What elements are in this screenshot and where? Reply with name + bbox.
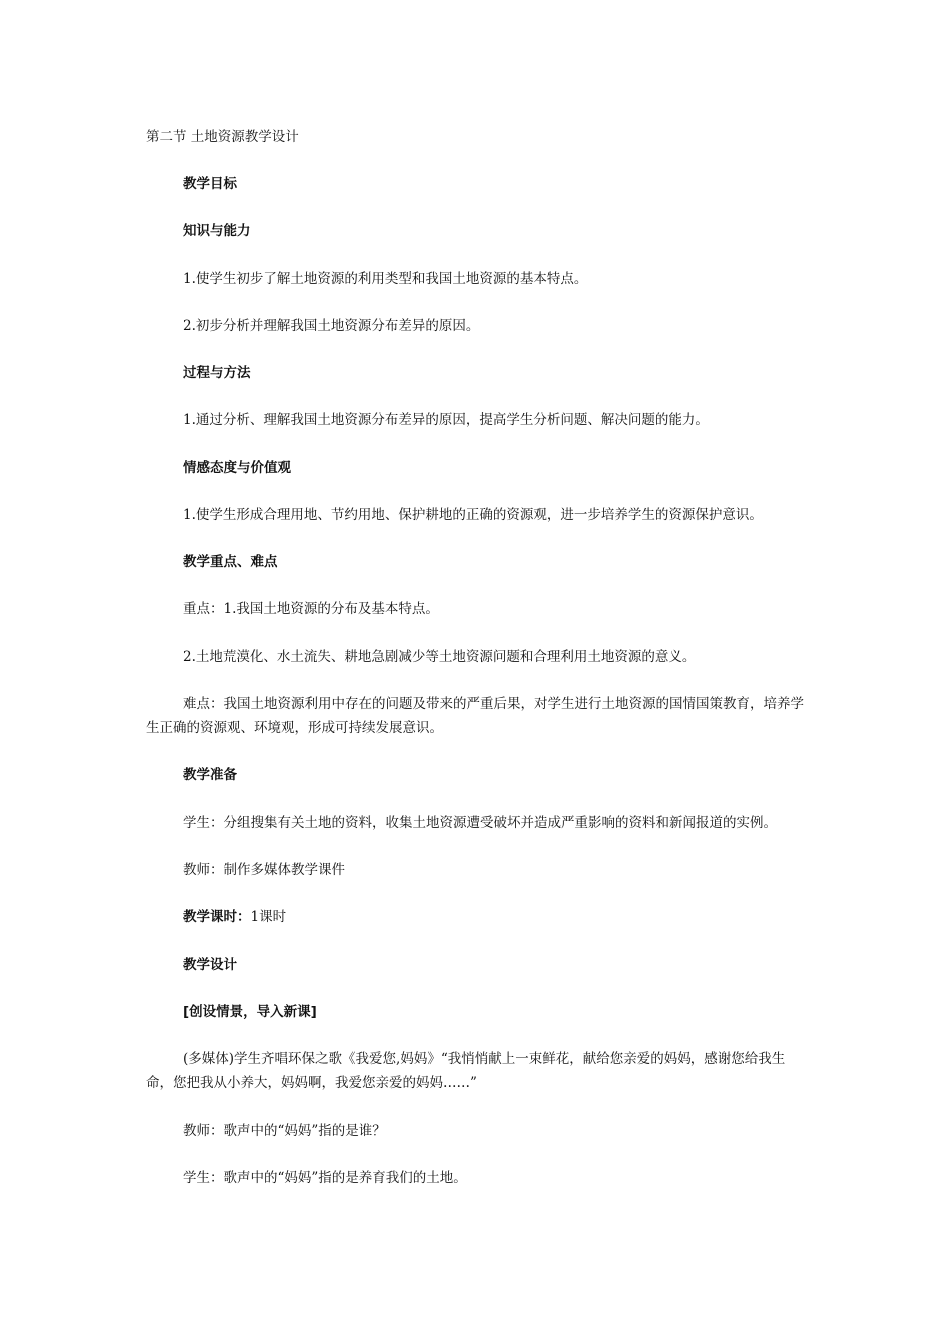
heading-intro-section: [创设情景，导入新课] <box>183 1004 317 1020</box>
teaching-hours <box>183 905 816 929</box>
dialog-teacher: 教师：歌声中的“妈妈”指的是谁？ <box>183 1123 386 1139</box>
dialog-student: 学生：歌声中的“妈妈”指的是养育我们的土地。 <box>183 1170 467 1186</box>
heading-teaching-preparation: 教学准备 <box>183 767 237 783</box>
key-point-1: 重点：1.我国土地资源的分布及基本特点。 <box>183 601 439 617</box>
heading-key-difficult-points: 教学重点、难点 <box>183 554 278 570</box>
heading-teaching-design: 教学设计 <box>183 957 237 973</box>
teaching-hours-label: 教学课时： <box>183 909 251 925</box>
preparation-student: 学生：分组搜集有关土地的资料，收集土地资源遭受破坏并造成严重影响的资料和新闻报道的实例。 <box>183 815 777 831</box>
process-item-1: 1.通过分析、理解我国土地资源分布差异的原因，提高学生分析问题、解决问题的能力。 <box>183 412 709 428</box>
teaching-hours-value: 1课时 <box>250 909 287 925</box>
knowledge-item-2: 2.初步分析并理解我国土地资源分布差异的原因。 <box>183 318 480 334</box>
heading-teaching-objectives: 教学目标 <box>183 176 237 192</box>
heading-knowledge-ability: 知识与能力 <box>183 223 251 239</box>
heading-emotion-values: 情感态度与价值观 <box>183 460 291 476</box>
key-point-2: 2.土地荒漠化、水土流失、耕地急剧减少等土地资源问题和合理利用土地资源的意义。 <box>183 649 696 665</box>
emotion-item-1: 1.使学生形成合理用地、节约用地、保护耕地的正确的资源观，进一步培养学生的资源保护意识。 <box>183 507 763 523</box>
preparation-teacher: 教师：制作多媒体教学课件 <box>183 862 345 878</box>
intro-paragraph: (多媒体)学生齐唱环保之歌《我爱您,妈妈》“我悄悄献上一束鲜花，献给您亲爱的妈妈，感谢您给我生命，您把我从小养大，妈妈啊，我爱您亲爱的妈妈……” <box>146 1051 786 1091</box>
difficult-point-paragraph: 难点：我国土地资源利用中存在的问题及带来的严重后果，对学生进行土地资源的国情国策教育，培养学生正确的资源观、环境观，形成可持续发展意识。 <box>146 696 804 736</box>
document-title: 第二节 土地资源教学设计 <box>146 129 299 145</box>
knowledge-item-1: 1.使学生初步了解土地资源的利用类型和我国土地资源的基本特点。 <box>183 271 588 287</box>
heading-process-method: 过程与方法 <box>183 365 251 381</box>
